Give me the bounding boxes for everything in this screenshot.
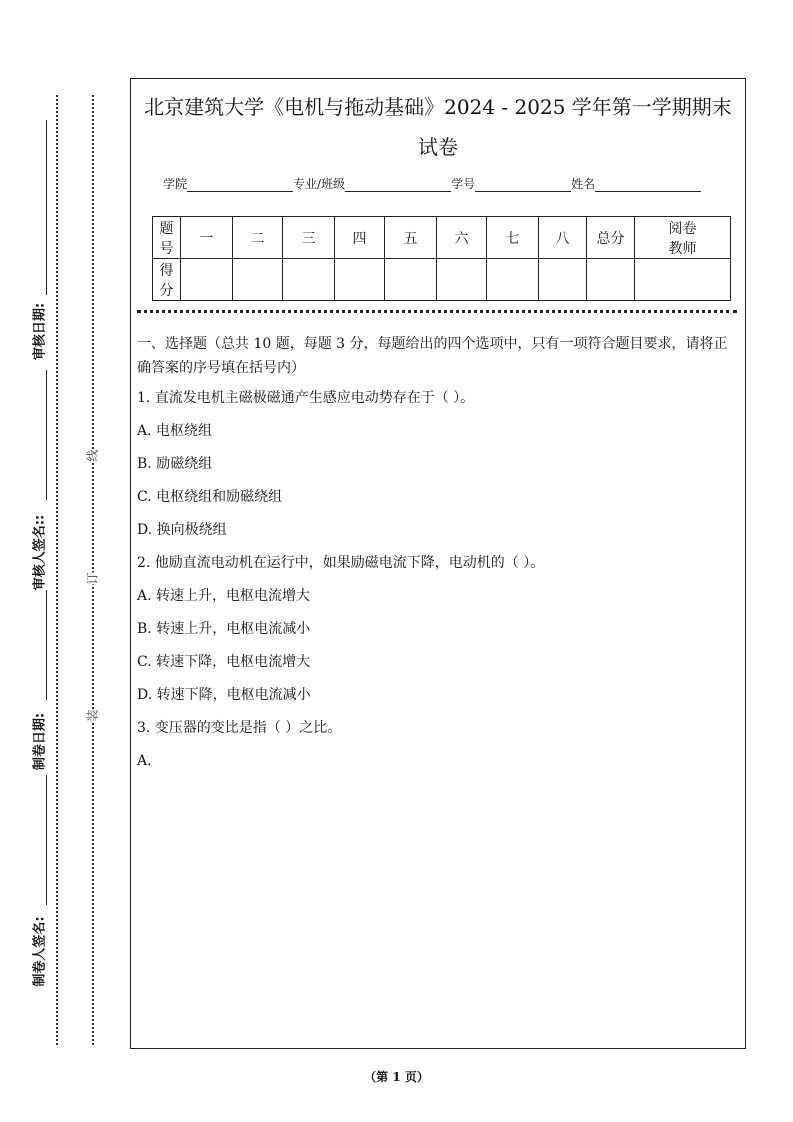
column-header: 一: [181, 217, 233, 259]
page-number: （第 1 页）: [364, 1070, 429, 1084]
answer-option: B. 励磁绕组: [137, 456, 213, 472]
signature-line: [46, 120, 47, 295]
column-header: 五: [385, 217, 437, 259]
answer-option: D. 换向极绕组: [137, 522, 227, 538]
column-header: 三: [283, 217, 335, 259]
column-header: 八: [539, 217, 587, 259]
creator-signature-label: 制卷人签名:: [32, 916, 48, 987]
score-cell[interactable]: [539, 259, 587, 301]
binding-mark-staple: 订: [85, 572, 100, 585]
score-cell[interactable]: [437, 259, 487, 301]
score-table: [152, 216, 731, 301]
name-label: 姓名: [571, 177, 596, 191]
binding-dotted-line: [56, 95, 58, 1045]
exam-frame: [130, 78, 746, 1049]
question: 1. 直流发电机主磁极磁通产生感应电动势存在于（ ）。: [137, 390, 475, 406]
major-field[interactable]: [345, 178, 451, 192]
reviewer-header: 阅卷 教师: [635, 217, 731, 259]
college-field[interactable]: [187, 178, 293, 192]
score-cell[interactable]: [283, 259, 335, 301]
exam-title: 北京建筑大学《电机与拖动基础》2024 - 2025 学年第一学期期末: [144, 95, 732, 119]
signature-line: [46, 370, 47, 500]
question: 2. 他励直流电动机在运行中，如果励磁电流下降，电动机的（ ）。: [137, 555, 545, 571]
column-header: 六: [437, 217, 487, 259]
score-cell[interactable]: [233, 259, 283, 301]
name-field[interactable]: [595, 178, 701, 192]
signature-line: [46, 775, 47, 905]
exam-title-cont: 试卷: [418, 135, 458, 159]
section-heading: 一、选择题（总共 10 题，每题 3 分，每题给出的四个选项中，只有一项符合题目要求，请将正确答案的序号填在括号内）: [137, 336, 728, 376]
answer-option: D. 转速下降，电枢电流减小: [137, 687, 311, 703]
answer-option: C. 转速下降，电枢电流增大: [137, 654, 311, 670]
review-date-label: 审核日期:: [32, 302, 48, 361]
score-cell[interactable]: [587, 259, 635, 301]
student-id-label: 学号: [451, 177, 476, 191]
answer-option: A. 转速上升，电枢电流增大: [137, 588, 311, 604]
answer-option: B. 转速上升，电枢电流减小: [137, 621, 311, 637]
answer-option: C. 电枢绕组和励磁绕组: [137, 489, 283, 505]
score-cell[interactable]: [635, 259, 731, 301]
binding-mark-line: 线: [85, 449, 100, 462]
creation-date-label: 制卷日期:: [32, 712, 48, 771]
dotted-divider: [137, 310, 737, 313]
student-info: [163, 175, 701, 192]
column-header: 四: [335, 217, 385, 259]
column-header: 总分: [587, 217, 635, 259]
score-cell[interactable]: [181, 259, 233, 301]
student-id-field[interactable]: [475, 178, 571, 192]
score-cell[interactable]: [335, 259, 385, 301]
column-header: 七: [487, 217, 539, 259]
binding-mark-bind: 装: [85, 709, 100, 722]
answer-option: A.: [137, 753, 152, 769]
column-header: 二: [233, 217, 283, 259]
binding-dotted-line: [92, 95, 94, 1045]
question: 3. 变压器的变比是指（ ）之比。: [137, 720, 342, 736]
header-label: 题 号: [153, 217, 181, 259]
reviewer-signature-label: 审核人签名::: [32, 514, 48, 591]
score-label: 得 分: [153, 259, 181, 301]
score-cell[interactable]: [487, 259, 539, 301]
score-cell[interactable]: [385, 259, 437, 301]
answer-option: A. 电枢绕组: [137, 423, 213, 439]
major-label: 专业/班级: [293, 177, 346, 191]
college-label: 学院: [163, 177, 188, 191]
